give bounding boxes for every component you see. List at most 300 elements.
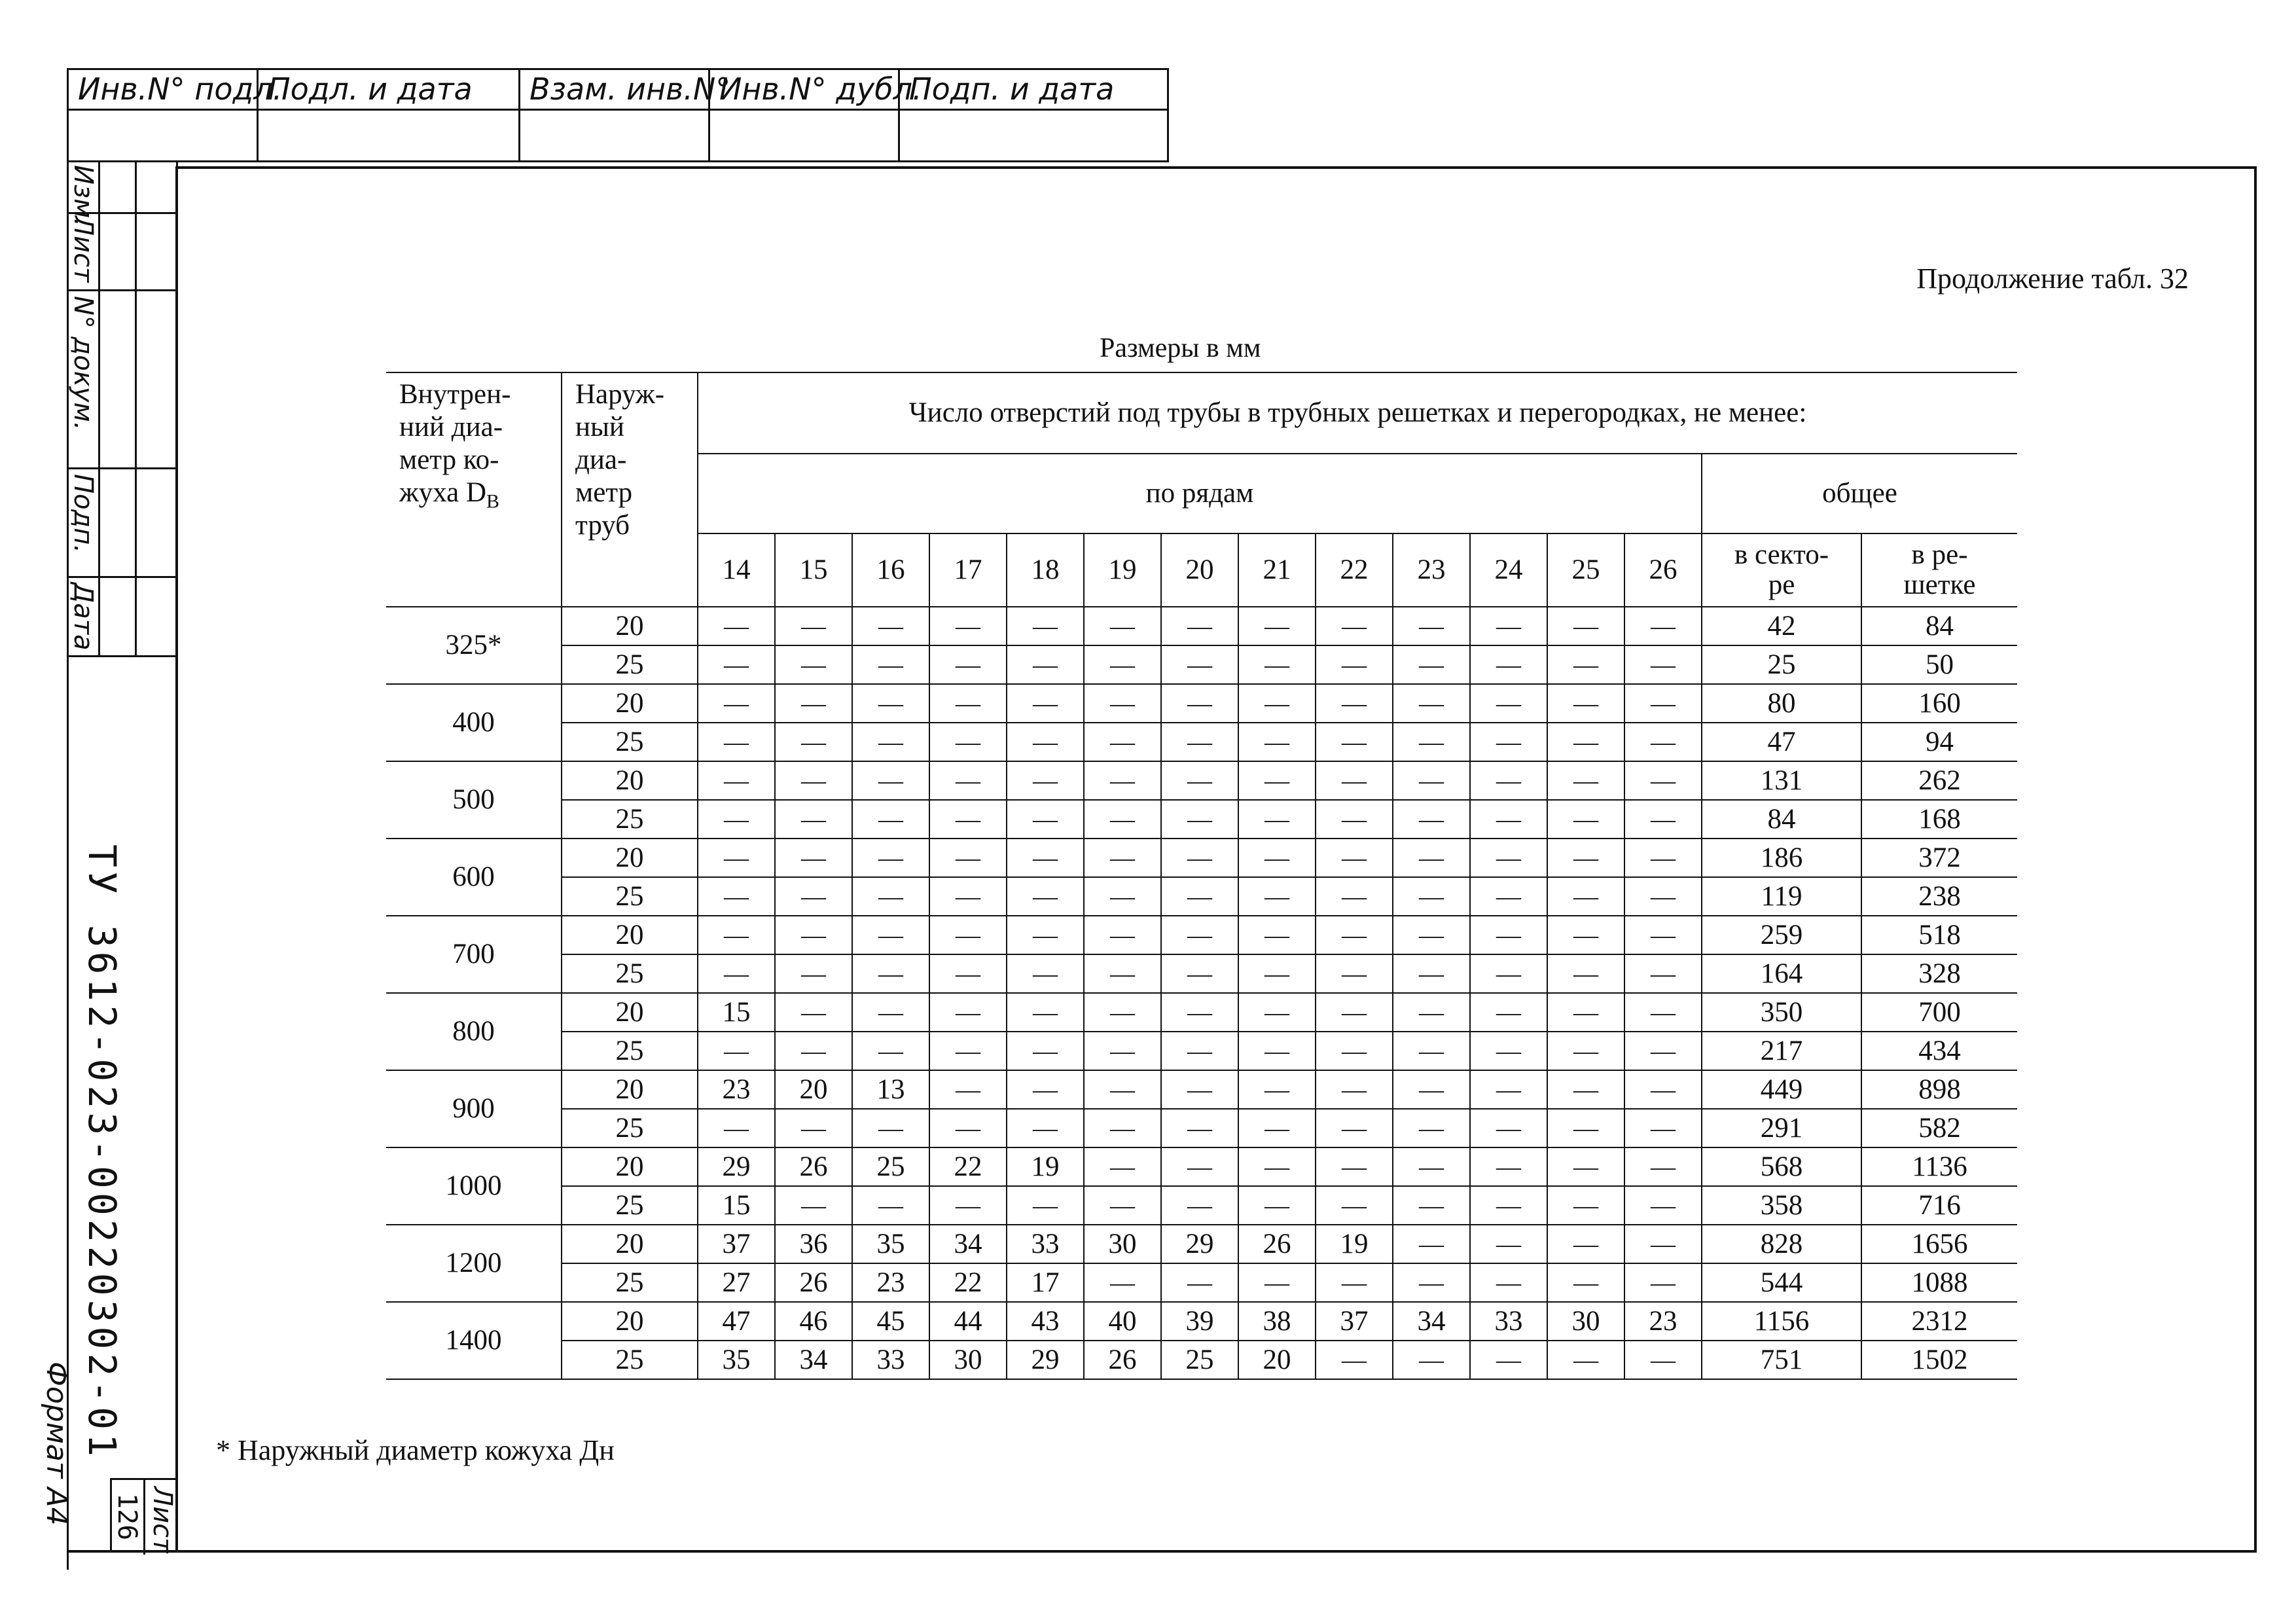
tube-diameter-cell: 20	[562, 839, 698, 877]
empty-count-cell: —	[1238, 1263, 1316, 1302]
sector-total-cell: 449	[1702, 1070, 1861, 1109]
table-row	[386, 1147, 2017, 1186]
tube-diameter-cell: 25	[562, 1109, 698, 1147]
row-count-cell: 43	[1007, 1302, 1084, 1341]
stamp-cell	[259, 111, 520, 160]
empty-count-cell: —	[1316, 993, 1393, 1032]
grid-total-cell: 700	[1861, 993, 2017, 1032]
empty-count-cell: —	[1084, 607, 1161, 645]
empty-count-cell: —	[929, 877, 1007, 916]
row-number-16: 16	[852, 533, 929, 607]
empty-count-cell: —	[698, 877, 775, 916]
table-row	[386, 1263, 2017, 1302]
inner-diameter-cell: 600	[386, 839, 562, 916]
empty-count-cell: —	[1393, 1263, 1470, 1302]
inner-diameter-cell: 1000	[386, 1147, 562, 1225]
tube-diameter-cell: 25	[562, 1032, 698, 1070]
empty-count-cell: —	[698, 723, 775, 761]
empty-count-cell: —	[1316, 607, 1393, 645]
sheet-number: 126	[112, 1493, 142, 1541]
grid-total-cell: 1088	[1861, 1263, 2017, 1302]
empty-count-cell: —	[1084, 954, 1161, 993]
sector-total-cell: 42	[1702, 607, 1861, 645]
empty-count-cell: —	[1624, 607, 1702, 645]
head-outer-diameter	[562, 372, 698, 607]
empty-count-cell: —	[852, 877, 929, 916]
head-inner-diameter	[386, 372, 562, 607]
row-count-cell: 26	[1238, 1225, 1316, 1263]
head-line: метр	[575, 477, 633, 508]
sector-total-cell: 80	[1702, 684, 1861, 723]
empty-count-cell: —	[775, 607, 852, 645]
empty-count-cell: —	[1624, 1070, 1702, 1109]
tube-diameter-cell: 20	[562, 916, 698, 954]
row-count-cell: 29	[1007, 1341, 1084, 1379]
sheet-number-box	[110, 1478, 178, 1553]
row-number-21: 21	[1238, 533, 1316, 607]
row-count-cell: 20	[1238, 1341, 1316, 1379]
empty-count-cell: —	[1161, 723, 1238, 761]
grid-total-cell: 372	[1861, 839, 2017, 877]
empty-count-cell: —	[1470, 1341, 1547, 1379]
grid-total-cell: 1656	[1861, 1225, 2017, 1263]
table-row	[386, 1109, 2017, 1147]
grid-total-cell: 434	[1861, 1032, 2017, 1070]
empty-count-cell: —	[1393, 761, 1470, 800]
table-row	[386, 993, 2017, 1032]
empty-count-cell: —	[1470, 1109, 1547, 1147]
empty-count-cell: —	[1316, 723, 1393, 761]
row-count-cell: 37	[698, 1225, 775, 1263]
row-count-cell: 34	[1393, 1302, 1470, 1341]
row-count-cell: 34	[929, 1225, 1007, 1263]
sector-total-cell: 828	[1702, 1225, 1861, 1263]
head-line: диа-	[575, 444, 627, 475]
empty-count-cell: —	[1084, 761, 1161, 800]
row-count-cell: 15	[698, 1186, 775, 1225]
empty-count-cell: —	[1547, 684, 1624, 723]
empty-count-cell: —	[1470, 607, 1547, 645]
empty-count-cell: —	[1161, 761, 1238, 800]
stamp-header-replaced-inv: Взам. инв.N°	[520, 70, 710, 111]
row-count-cell: 30	[929, 1341, 1007, 1379]
empty-count-cell: —	[1470, 877, 1547, 916]
empty-count-cell: —	[929, 1070, 1007, 1109]
document-code: ТУ 3612-023-00220302-01	[80, 844, 124, 1461]
empty-count-cell: —	[1624, 954, 1702, 993]
table-row	[386, 954, 2017, 993]
empty-count-cell: —	[1624, 684, 1702, 723]
grid-total-cell: 1502	[1861, 1341, 2017, 1379]
strip-divider	[67, 467, 178, 469]
empty-count-cell: —	[1238, 954, 1316, 993]
empty-count-cell: —	[1084, 839, 1161, 877]
empty-count-cell: —	[775, 1032, 852, 1070]
empty-count-cell: —	[1007, 1032, 1084, 1070]
inner-diameter-cell: 900	[386, 1070, 562, 1147]
empty-count-cell: —	[1470, 1070, 1547, 1109]
stamp-cell	[710, 111, 900, 160]
empty-count-cell: —	[1161, 1109, 1238, 1147]
empty-count-cell: —	[1470, 839, 1547, 877]
row-number-25: 25	[1547, 533, 1624, 607]
row-count-cell: 33	[852, 1341, 929, 1379]
empty-count-cell: —	[1161, 684, 1238, 723]
tube-diameter-cell: 20	[562, 993, 698, 1032]
empty-count-cell: —	[1393, 1186, 1470, 1225]
empty-count-cell: —	[929, 607, 1007, 645]
empty-count-cell: —	[1161, 916, 1238, 954]
empty-count-cell: —	[1624, 1109, 1702, 1147]
row-number-20: 20	[1161, 533, 1238, 607]
empty-count-cell: —	[852, 645, 929, 684]
empty-count-cell: —	[1238, 1109, 1316, 1147]
sector-total-cell: 544	[1702, 1263, 1861, 1302]
empty-count-cell: —	[775, 954, 852, 993]
empty-count-cell: —	[1393, 916, 1470, 954]
empty-count-cell: —	[775, 684, 852, 723]
empty-count-cell: —	[698, 954, 775, 993]
tube-diameter-cell: 20	[562, 607, 698, 645]
empty-count-cell: —	[1624, 1263, 1702, 1302]
tube-diameter-cell: 25	[562, 1341, 698, 1379]
empty-count-cell: —	[1007, 993, 1084, 1032]
table-row	[386, 1341, 2017, 1379]
empty-count-cell: —	[1470, 723, 1547, 761]
empty-count-cell: —	[1393, 877, 1470, 916]
inner-diameter-cell: 1200	[386, 1225, 562, 1302]
row-number-17: 17	[929, 533, 1007, 607]
empty-count-cell: —	[698, 645, 775, 684]
empty-count-cell: —	[1470, 1147, 1547, 1186]
empty-count-cell: —	[698, 800, 775, 839]
empty-count-cell: —	[1007, 1070, 1084, 1109]
empty-count-cell: —	[1624, 1032, 1702, 1070]
table-row	[386, 800, 2017, 839]
empty-count-cell: —	[1084, 1186, 1161, 1225]
strip-divider	[98, 162, 100, 657]
empty-count-cell: —	[1316, 877, 1393, 916]
grid-total-cell: 518	[1861, 916, 2017, 954]
tube-diameter-cell: 20	[562, 684, 698, 723]
row-count-cell: 19	[1316, 1225, 1393, 1263]
table-row	[386, 761, 2017, 800]
empty-count-cell: —	[929, 1109, 1007, 1147]
format-label: Формат А4	[40, 1362, 73, 1526]
empty-count-cell: —	[852, 684, 929, 723]
grid-total-cell: 238	[1861, 877, 2017, 916]
empty-count-cell: —	[1547, 761, 1624, 800]
strip-divider	[67, 576, 178, 578]
empty-count-cell: —	[1393, 1109, 1470, 1147]
empty-count-cell: —	[775, 1186, 852, 1225]
empty-count-cell: —	[1624, 723, 1702, 761]
table-continuation-label: Продолжение табл. 32	[1916, 262, 2189, 295]
sector-total-cell: 119	[1702, 877, 1861, 916]
empty-count-cell: —	[1084, 916, 1161, 954]
row-count-cell: 23	[1624, 1302, 1702, 1341]
empty-count-cell: —	[1393, 645, 1470, 684]
row-count-cell: 45	[852, 1302, 929, 1341]
empty-count-cell: —	[698, 1109, 775, 1147]
sector-total-cell: 84	[1702, 800, 1861, 839]
empty-count-cell: —	[1393, 1341, 1470, 1379]
empty-count-cell: —	[929, 761, 1007, 800]
empty-count-cell: —	[775, 839, 852, 877]
empty-count-cell: —	[775, 877, 852, 916]
row-number-15: 15	[775, 533, 852, 607]
empty-count-cell: —	[1084, 1263, 1161, 1302]
empty-count-cell: —	[1393, 723, 1470, 761]
empty-count-cell: —	[1547, 1109, 1624, 1147]
row-count-cell: 13	[852, 1070, 929, 1109]
empty-count-cell: —	[1084, 877, 1161, 916]
row-count-cell: 33	[1007, 1225, 1084, 1263]
empty-count-cell: —	[1084, 800, 1161, 839]
row-count-cell: 19	[1007, 1147, 1084, 1186]
table-row	[386, 916, 2017, 954]
empty-count-cell: —	[1547, 645, 1624, 684]
revision-strip	[67, 162, 178, 657]
empty-count-cell: —	[1624, 1147, 1702, 1186]
empty-count-cell: —	[1393, 954, 1470, 993]
row-count-cell: 26	[1084, 1341, 1161, 1379]
empty-count-cell: —	[1624, 761, 1702, 800]
sector-total-cell: 1156	[1702, 1302, 1861, 1341]
empty-count-cell: —	[1316, 1186, 1393, 1225]
empty-count-cell: —	[1161, 645, 1238, 684]
strip-divider	[135, 162, 137, 657]
empty-count-cell: —	[1624, 877, 1702, 916]
head-holes: Число отверстий под трубы в трубных решетках и перегородках, не менее:	[698, 372, 2017, 454]
empty-count-cell: —	[1547, 839, 1624, 877]
row-count-cell: 26	[775, 1263, 852, 1302]
row-count-cell: 34	[775, 1341, 852, 1379]
inner-diameter-cell: 700	[386, 916, 562, 993]
empty-count-cell: —	[1316, 1147, 1393, 1186]
empty-count-cell: —	[929, 684, 1007, 723]
table-row	[386, 1032, 2017, 1070]
row-count-cell: 38	[1238, 1302, 1316, 1341]
stamp-header-inv-dup: Инв.N° дубл.	[710, 70, 900, 111]
table-row	[386, 1225, 2017, 1263]
empty-count-cell: —	[929, 800, 1007, 839]
empty-count-cell: —	[852, 839, 929, 877]
head-line: труб	[575, 510, 630, 541]
sheet-label: Лист	[147, 1487, 177, 1553]
stamp-header-sign-date: Подл. и дата	[259, 70, 520, 111]
sector-total-cell: 568	[1702, 1147, 1861, 1186]
grid-total-cell: 1136	[1861, 1147, 2017, 1186]
empty-count-cell: —	[1470, 1032, 1547, 1070]
tube-diameter-cell: 20	[562, 1225, 698, 1263]
empty-count-cell: —	[1238, 1032, 1316, 1070]
empty-count-cell: —	[852, 954, 929, 993]
empty-count-cell: —	[1393, 800, 1470, 839]
inner-diameter-cell: 325*	[386, 607, 562, 684]
table-row	[386, 839, 2017, 877]
row-count-cell: 17	[1007, 1263, 1084, 1302]
empty-count-cell: —	[1470, 684, 1547, 723]
row-number-26: 26	[1624, 533, 1702, 607]
empty-count-cell: —	[775, 993, 852, 1032]
title-stamp	[67, 68, 1169, 162]
empty-count-cell: —	[1238, 800, 1316, 839]
empty-count-cell: —	[1547, 800, 1624, 839]
empty-count-cell: —	[1547, 1341, 1624, 1379]
grid-total-cell: 716	[1861, 1186, 2017, 1225]
row-count-cell: 27	[698, 1263, 775, 1302]
empty-count-cell: —	[1084, 723, 1161, 761]
table-row	[386, 723, 2017, 761]
empty-count-cell: —	[1547, 1147, 1624, 1186]
inner-diameter-cell: 800	[386, 993, 562, 1070]
row-count-cell: 22	[929, 1147, 1007, 1186]
tube-diameter-cell: 25	[562, 723, 698, 761]
empty-count-cell: —	[1007, 1109, 1084, 1147]
empty-count-cell: —	[1238, 916, 1316, 954]
empty-count-cell: —	[1470, 1186, 1547, 1225]
head-line-text: жуха D	[399, 477, 487, 508]
row-number-22: 22	[1316, 533, 1393, 607]
empty-count-cell: —	[1161, 1263, 1238, 1302]
row-count-cell: 20	[775, 1070, 852, 1109]
empty-count-cell: —	[1547, 1070, 1624, 1109]
row-count-cell: 44	[929, 1302, 1007, 1341]
empty-count-cell: —	[1624, 800, 1702, 839]
outer-bottom-border	[67, 1550, 2257, 1553]
empty-count-cell: —	[1547, 1263, 1624, 1302]
empty-count-cell: —	[1624, 993, 1702, 1032]
inner-diameter-cell: 1400	[386, 1302, 562, 1379]
table-row	[386, 877, 2017, 916]
empty-count-cell: —	[1007, 723, 1084, 761]
empty-count-cell: —	[698, 839, 775, 877]
empty-count-cell: —	[852, 607, 929, 645]
table-row	[386, 1302, 2017, 1341]
empty-count-cell: —	[1161, 1070, 1238, 1109]
row-count-cell: 35	[852, 1225, 929, 1263]
empty-count-cell: —	[1624, 645, 1702, 684]
row-count-cell: 35	[698, 1341, 775, 1379]
empty-count-cell: —	[1624, 839, 1702, 877]
row-count-cell: 46	[775, 1302, 852, 1341]
head-line: Наруж-	[575, 379, 665, 410]
table-row	[386, 1186, 2017, 1225]
stamp-cell	[900, 111, 1167, 160]
empty-count-cell: —	[1007, 954, 1084, 993]
row-count-cell: 40	[1084, 1302, 1161, 1341]
table-row	[386, 684, 2017, 723]
empty-count-cell: —	[852, 800, 929, 839]
footnote: * Наружный диаметр кожуха Дн	[216, 1434, 615, 1466]
empty-count-cell: —	[1470, 645, 1547, 684]
empty-count-cell: —	[1238, 761, 1316, 800]
grid-total-cell: 50	[1861, 645, 2017, 684]
tube-diameter-cell: 25	[562, 645, 698, 684]
empty-count-cell: —	[1316, 1109, 1393, 1147]
tube-holes-table	[386, 372, 2017, 1380]
empty-count-cell: —	[1238, 839, 1316, 877]
empty-count-cell: —	[929, 954, 1007, 993]
empty-count-cell: —	[1316, 1032, 1393, 1070]
row-count-cell: 37	[1316, 1302, 1393, 1341]
tube-diameter-cell: 20	[562, 1070, 698, 1109]
row-count-cell: 15	[698, 993, 775, 1032]
row-count-cell: 25	[1161, 1341, 1238, 1379]
head-line: в ре-	[1911, 539, 1968, 570]
empty-count-cell: —	[929, 645, 1007, 684]
empty-count-cell: —	[1007, 684, 1084, 723]
empty-count-cell: —	[1547, 877, 1624, 916]
empty-count-cell: —	[1238, 993, 1316, 1032]
tube-diameter-cell: 25	[562, 954, 698, 993]
empty-count-cell: —	[775, 645, 852, 684]
empty-count-cell: —	[1470, 761, 1547, 800]
empty-count-cell: —	[775, 916, 852, 954]
sector-total-cell: 47	[1702, 723, 1861, 761]
empty-count-cell: —	[1238, 1147, 1316, 1186]
row-count-cell: 36	[775, 1225, 852, 1263]
empty-count-cell: —	[1238, 723, 1316, 761]
strip-label-change: Изм.	[68, 165, 98, 227]
empty-count-cell: —	[1161, 607, 1238, 645]
row-count-cell: 30	[1084, 1225, 1161, 1263]
empty-count-cell: —	[1007, 1186, 1084, 1225]
strip-label-doc-number: N° докум.	[68, 296, 98, 431]
empty-count-cell: —	[1316, 839, 1393, 877]
empty-count-cell: —	[1316, 800, 1393, 839]
grid-total-cell: 898	[1861, 1070, 2017, 1109]
table-body	[386, 607, 2017, 1379]
empty-count-cell: —	[1393, 607, 1470, 645]
tube-diameter-cell: 20	[562, 1302, 698, 1341]
grid-total-cell: 160	[1861, 684, 2017, 723]
sheet-box-divider	[143, 1480, 145, 1555]
empty-count-cell: —	[1393, 684, 1470, 723]
empty-count-cell: —	[852, 1109, 929, 1147]
empty-count-cell: —	[1238, 607, 1316, 645]
strip-divider	[67, 289, 178, 291]
empty-count-cell: —	[1084, 1109, 1161, 1147]
row-count-cell: 47	[698, 1302, 775, 1341]
empty-count-cell: —	[1316, 761, 1393, 800]
sector-total-cell: 131	[1702, 761, 1861, 800]
empty-count-cell: —	[1007, 916, 1084, 954]
row-number-19: 19	[1084, 533, 1161, 607]
empty-count-cell: —	[929, 839, 1007, 877]
empty-count-cell: —	[698, 607, 775, 645]
head-line: Внутрен-	[399, 379, 511, 410]
stamp-cell	[69, 111, 259, 160]
empty-count-cell: —	[929, 1032, 1007, 1070]
empty-count-cell: —	[1161, 839, 1238, 877]
grid-total-cell: 328	[1861, 954, 2017, 993]
inner-diameter-cell: 400	[386, 684, 562, 761]
stamp-header-inv-orig: Инв.N° подл.	[69, 70, 259, 111]
empty-count-cell: —	[1007, 839, 1084, 877]
row-count-cell: 22	[929, 1263, 1007, 1302]
head-by-rows: по рядам	[698, 454, 1702, 533]
strip-label-date: Дата	[68, 583, 98, 651]
grid-total-cell: 94	[1861, 723, 2017, 761]
empty-count-cell: —	[1007, 645, 1084, 684]
table-row	[386, 1070, 2017, 1109]
empty-count-cell: —	[1470, 916, 1547, 954]
empty-count-cell: —	[852, 1186, 929, 1225]
empty-count-cell: —	[1084, 1032, 1161, 1070]
empty-count-cell: —	[1316, 684, 1393, 723]
